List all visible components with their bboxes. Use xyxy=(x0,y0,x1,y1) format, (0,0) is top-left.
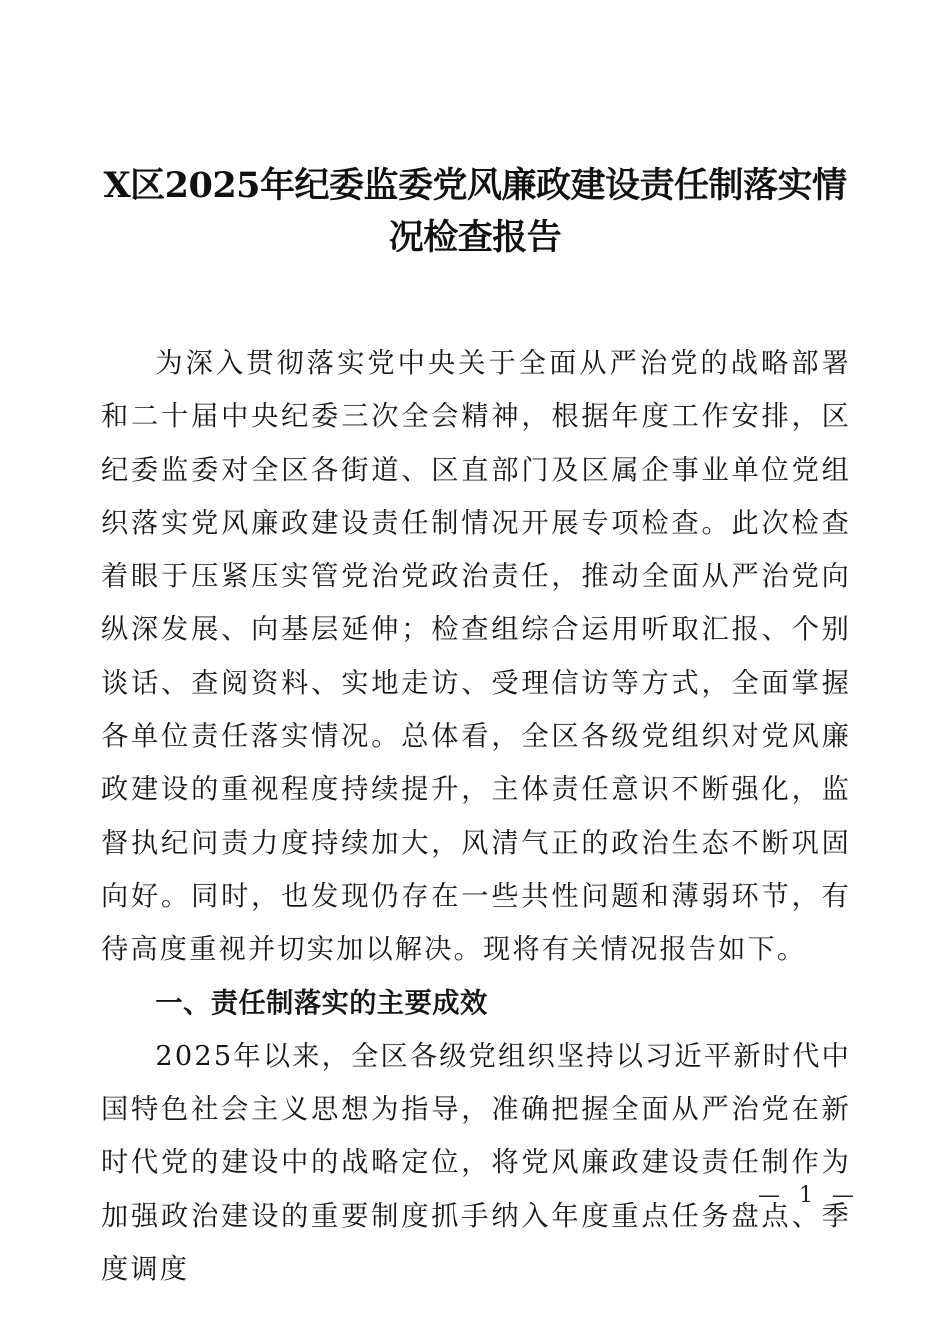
section-1-paragraph: 2025年以来，全区各级党组织坚持以习近平新时代中国特色社会主义思想为指导，准确把握全面从严治党在新时代党的建设中的战略定位，将党风廉政建设责任制作为加强政治建设的重要制度抓手纳入年度重点任务盘点、季度调度 xyxy=(101,1040,851,1286)
document-title: X区2025年纪委监委党风廉政建设责任制落实情况检查报告 xyxy=(103,165,847,258)
page-number: — 1 — xyxy=(758,1183,860,1208)
document-body xyxy=(101,337,851,1296)
section-heading-1: 一、责任制落实的主要成效 xyxy=(155,987,488,1019)
intro-paragraph: 为深入贯彻落实党中央关于全面从严治党的战略部署和二十届中央纪委三次全会精神，根据年度工作安排，区纪委监委对全区各街道、区直部门及区属企事业单位党组织落实党风廉政建设责任制情况开展专项检查。此次检查着眼于压紧压实管党治党政治责任，推动全面从严治党向纵深发展、向基层延伸；检查组综合运用听取汇报、个别谈话、查阅资料、实地走访、受理信访等方式，全面掌握各单位责任落实情况。总体看，全区各级党组织对党风廉政建设的重视程度持续提升，主体责任意识不断强化，监督执纪问责力度持续加大，风清气正的政治生态不断巩固向好。同时，也发现仍存在一些共性问题和薄弱环节，有待高度重视并切实加以解决。现将有关情况报告如下。 xyxy=(101,348,851,966)
